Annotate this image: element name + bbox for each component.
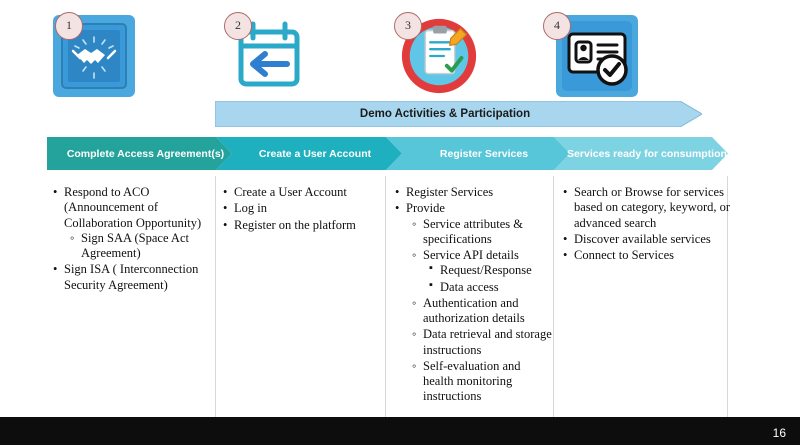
column-text-3	[392, 185, 552, 406]
page-number: 16	[772, 426, 786, 440]
column-text-4	[560, 185, 735, 264]
step-number-1: 1	[55, 12, 83, 40]
chevron-label-4: Services ready for consumption	[567, 147, 727, 160]
slide-top-strip	[0, 0, 800, 5]
list-item: Provide	[406, 201, 445, 216]
list-item: Respond to ACO (Announcement of Collaboration Opportunity)	[64, 185, 202, 230]
column-divider-1	[215, 176, 216, 426]
column-text-2	[220, 185, 382, 234]
column-text-1	[50, 185, 215, 294]
list-item: Search or Browse for services based on category, keyword, or advanced search	[574, 185, 731, 230]
step-number-4: 4	[543, 12, 571, 40]
list-item: Data access	[440, 279, 499, 294]
chevron-label-2: Create a User Account	[258, 147, 372, 160]
step-number-3: 3	[394, 12, 422, 40]
list-item: Sign SAA (Space Act Agreement)	[81, 230, 189, 260]
footer-bar	[0, 417, 800, 445]
step-number-2: 2	[224, 12, 252, 40]
column-divider-2	[385, 176, 386, 426]
list-item: Service API details	[423, 248, 519, 262]
list-item: Register Services	[406, 185, 494, 199]
list-item: Connect to Services	[574, 248, 674, 262]
list-item: Self-evaluation and health monitoring instructions	[423, 358, 521, 404]
chevron-label-3: Register Services	[439, 147, 529, 160]
list-item: Log in	[234, 201, 267, 216]
list-item: Data retrieval and storage instructions	[423, 327, 552, 357]
list-item: Request/Response	[440, 263, 532, 278]
list-item: Register on the platform	[234, 217, 356, 232]
list-item: Discover available services	[574, 231, 711, 246]
list-item: Authentication and authorization details	[423, 295, 525, 325]
demo-activities-banner-label: Demo Activities & Participation	[359, 108, 531, 120]
list-item: Service attributes & specifications	[423, 216, 523, 246]
demo-activities-banner	[215, 101, 702, 127]
column-divider-3	[553, 176, 554, 426]
list-item: Sign ISA ( Interconnection Security Agreement)	[64, 262, 199, 292]
chevron-label-1: Complete Access Agreement(s)	[66, 147, 225, 160]
list-item: Create a User Account	[234, 185, 347, 199]
